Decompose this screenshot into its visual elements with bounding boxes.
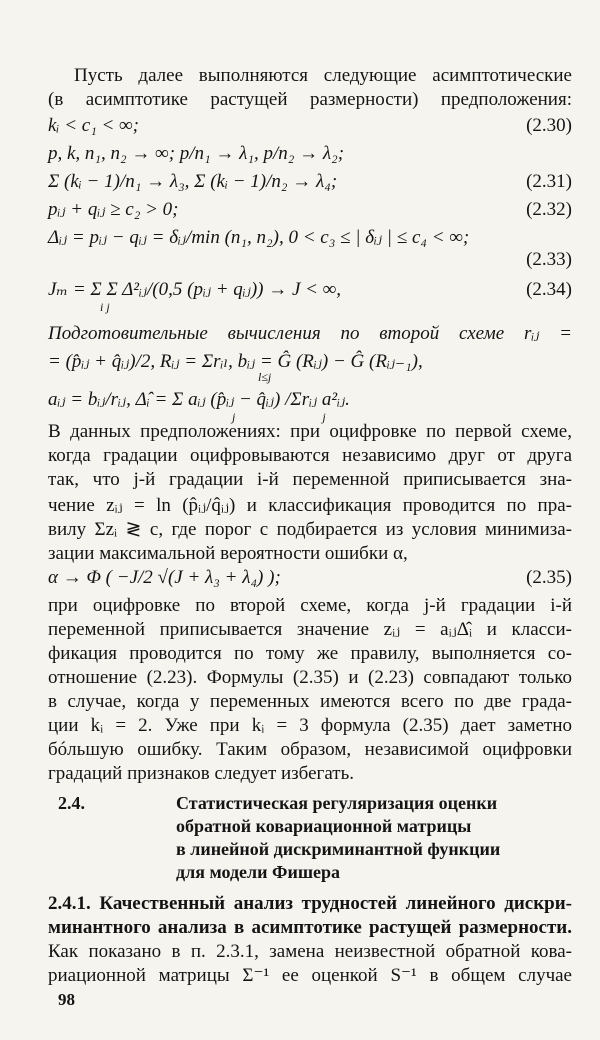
paragraph-1-line-2: (в асимптотике растущей размерности) предположения:: [48, 89, 572, 110]
section-number: 2.4.: [58, 793, 85, 813]
section-title: [176, 792, 566, 884]
equation-2-31: [48, 170, 572, 194]
equation-text: Jₘ = Σ Σ Δ²ᵢⱼ/(0,5 (pᵢⱼ + qᵢⱼ)) → J < ∞,: [48, 279, 342, 300]
equation-2-35: [48, 566, 572, 590]
paragraph-3-line-2: когда градации оцифровываются независимо друг от друга: [48, 445, 572, 466]
equation-2-34: [48, 278, 572, 302]
paragraph-4-line-5: в случае, когда у переменных имеются всего по две града-: [48, 691, 572, 712]
equation-text: pᵢⱼ + qᵢⱼ ≥ c₂ > 0;: [48, 199, 179, 220]
paragraph-2-line-2: = (p̂ᵢⱼ + q̂ᵢⱼ)/2, Rᵢⱼ = Σrᵢₗ, bᵢⱼ = Ĝ (Rᵢⱼ) − Ĝ (Rᵢⱼ₋₁),: [48, 351, 423, 372]
equation-text: kᵢ < c₁ < ∞;: [48, 115, 139, 136]
section-title-line-4: для модели Фишера: [176, 862, 341, 882]
equation-2-32: [48, 198, 572, 222]
equation-text: Σ (kᵢ − 1)/n₁ → λ₃, Σ (kᵢ − 1)/n₂ → λ₄;: [48, 171, 338, 192]
equation-2-33-text: Δᵢⱼ = pᵢⱼ − qᵢⱼ = δᵢⱼ/min (n₁, n₂), 0 < c₃ ≤ | δᵢⱼ | ≤ c₄ < ∞;: [48, 227, 470, 248]
section-title-line-2: обратной ковариационной матрицы: [176, 816, 472, 836]
subsection-line-3: Как показано в п. 2.3.1, замена неизвестной обратной кова-: [48, 941, 572, 962]
equation-2-33-number: (2.33): [526, 249, 572, 270]
equation-text: α → Φ ( −J/2 √(J + λ₃ + λ₄) );: [48, 567, 281, 588]
equation-number: (2.30): [526, 115, 572, 136]
section-title-line-1: Статистическая регуляризация оценки: [176, 793, 498, 813]
paragraph-3-line-6: зации максимальной вероятности ошибки α,: [48, 543, 408, 564]
paragraph-2-line-1: Подготовительные вычисления по второй схеме rᵢⱼ =: [48, 323, 572, 344]
paragraph-3-line-3: так, что j-й градации i-й переменной приписывается зна-: [48, 469, 572, 490]
equation-2-34-sum-indices: i j: [100, 300, 110, 314]
equation-number: (2.31): [526, 171, 572, 192]
equation-2-30: [48, 114, 572, 138]
equation-number: (2.34): [526, 279, 572, 300]
paragraph-3-line-5: вилу Σzᵢ ≷ c, где порог c подбирается из условия минимиза-: [48, 519, 572, 540]
subsection-line-1: 2.4.1. Качественный анализ трудностей линейного дискри-: [48, 893, 572, 914]
page-number: 98: [58, 990, 75, 1009]
paragraph-3-line-1: В данных предположениях: при оцифровке по первой схеме,: [48, 421, 572, 442]
paragraph-4-line-2: переменной приписывается значение zᵢⱼ = aᵢⱼΔ̂ᵢ и класси-: [48, 619, 572, 640]
subsection-line-2: минантного анализа в асимптотике растущей размерности.: [48, 917, 572, 938]
subsection-line-4: риационной матрицы Σ⁻¹ ее оценкой S⁻¹ в общем случае: [48, 965, 572, 986]
paragraph-4-line-3: фикация проводится по тому же правилу, выполняется со-: [48, 643, 572, 664]
paragraph-2-line-2-sub: l≤j: [258, 370, 272, 384]
paragraph-4-line-1: при оцифровке по второй схеме, когда j-й градации i-й: [48, 595, 572, 616]
section-title-line-3: в линейной дискриминантной функции: [176, 839, 501, 859]
paragraph-4-line-4: отношение (2.23). Формулы (2.35) и (2.23) совпадают только: [48, 667, 572, 688]
equation-number: (2.35): [526, 567, 572, 588]
paragraph-1-line-1: Пусть далее выполняются следующие асимптотические: [74, 65, 572, 86]
paragraph-4-line-7: бóльшую ошибку. Таким образом, независимой оцифровки: [48, 739, 572, 760]
equation-number: (2.32): [526, 199, 572, 220]
paragraph-4-line-8: градаций признаков следует избегать.: [48, 763, 354, 784]
paragraph-4-line-6: ции kᵢ = 2. Уже при kᵢ = 3 формула (2.35) дает заметно: [48, 715, 572, 736]
paragraph-2-line-3-sub: j j: [232, 410, 326, 424]
paragraph-3-line-4: чение zᵢⱼ = ln (p̂ᵢⱼ/q̂ᵢⱼ) и классификация проводится по пра-: [48, 495, 572, 516]
equation-limits: p, k, n₁, n₂ → ∞; p/n₁ → λ₁, p/n₂ → λ₂;: [48, 143, 345, 164]
paragraph-2-line-3: aᵢⱼ = bᵢⱼ/rᵢⱼ, Δ̂ᵢ = Σ aᵢⱼ (p̂ᵢⱼ − q̂ᵢⱼ) /Σrᵢⱼ a²ᵢⱼ.: [48, 389, 350, 410]
